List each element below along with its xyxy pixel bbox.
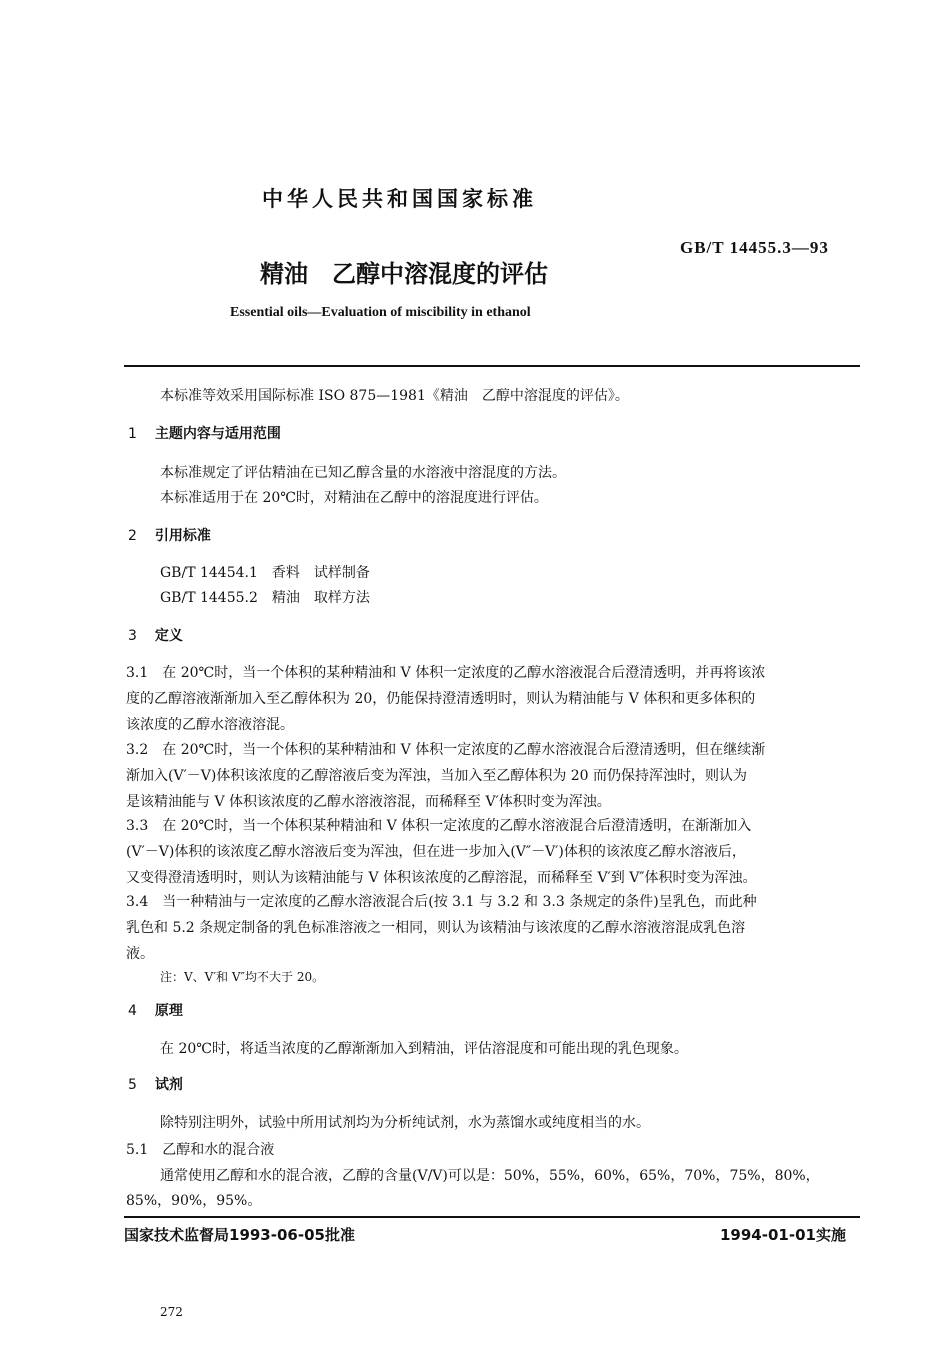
- section-2-heading: [128, 525, 211, 545]
- section-number: 3: [128, 628, 137, 644]
- subsection-5-1-line: 通常使用乙醇和水的混合液，乙醇的含量(V/V)可以是：50%，55%，60%，65%，70%，75%，80%，: [160, 1168, 820, 1184]
- definition-3-2-line: 渐加入(V′－V)体积该浓度的乙醇溶液后变为浑浊，当加入至乙醇体积为 20 而仍保持浑浊时，则认为: [126, 768, 748, 784]
- reference-item: GB/T 14455.2 精油 取样方法: [160, 590, 370, 606]
- section-3-heading: [128, 625, 183, 645]
- section-5-paragraph: 除特别注明外，试验中所用试剂均为分析纯试剂，水为蒸馏水或纯度相当的水。: [160, 1115, 650, 1131]
- section-4-paragraph: 在 20℃时，将适当浓度的乙醇渐渐加入到精油，评估溶混度和可能出现的乳色现象。: [160, 1041, 688, 1057]
- standard-code: GB/T 14455.3—93: [680, 238, 829, 257]
- page-number: 272: [160, 1305, 183, 1319]
- subsection-5-1-line: 85%，90%，95%。: [126, 1193, 262, 1209]
- definition-3-1-line: 3.1 在 20℃时，当一个体积的某种精油和 V 体积一定浓度的乙醇水溶液混合后澄清透明，并再将该浓: [126, 665, 766, 681]
- definition-3-1-line: 度的乙醇溶液渐渐加入至乙醇体积为 20，仍能保持澄清透明时，则认为精油能与 V 体积和更多体积的: [126, 691, 756, 707]
- section-4-heading: [128, 1000, 183, 1020]
- definition-note: 注：V、V′和 V″均不大于 20。: [160, 970, 325, 984]
- section-number: 4: [128, 1003, 137, 1019]
- section-number: 5: [128, 1077, 137, 1093]
- definition-3-3-line: 又变得澄清透明时，则认为该精油能与 V 体积该浓度的乙醇溶混，而稀释至 V′到 V″体积时变为浑浊。: [126, 870, 757, 886]
- definition-3-4-line: 3.4 当一种精油与一定浓度的乙醇水溶液混合后(按 3.1 与 3.2 和 3.3 条规定的条件)呈乳色，而此种: [126, 894, 757, 910]
- effective-date: 1994-01-01实施: [720, 1226, 846, 1244]
- definition-3-3-line: (V′－V)体积的该浓度乙醇水溶液后变为浑浊，但在进一步加入(V″－V′)体积的该浓度乙醇水溶液后，: [126, 844, 746, 860]
- bottom-divider: [124, 1216, 860, 1218]
- subsection-5-1-heading: [126, 1137, 274, 1163]
- subsection-title: 乙醇和水的混合液: [162, 1142, 275, 1158]
- section-title: 原理: [154, 1003, 183, 1019]
- intro-paragraph: 本标准等效采用国际标准 ISO 875—1981《精油 乙醇中溶混度的评估》。: [160, 388, 629, 404]
- document-title: 精油 乙醇中溶混度的评估: [260, 260, 548, 288]
- section-title: 主题内容与适用范围: [154, 426, 281, 442]
- top-divider: [124, 365, 860, 367]
- section-1-paragraph: 本标准适用于在 20℃时，对精油在乙醇中的溶混度进行评估。: [160, 490, 548, 506]
- reference-item: GB/T 14454.1 香料 试样制备: [160, 565, 370, 581]
- definition-3-4-line: 液。: [126, 946, 154, 962]
- section-1-paragraph: 本标准规定了评估精油在已知乙醇含量的水溶液中溶混度的方法。: [160, 465, 566, 481]
- section-title: 引用标准: [154, 528, 211, 544]
- definition-3-4-line: 乳色和 5.2 条规定制备的乳色标准溶液之一相同，则认为该精油与该浓度的乙醇水溶液溶混成乳色溶: [126, 920, 746, 936]
- definition-3-2-line: 3.2 在 20℃时，当一个体积的某种精油和 V 体积一定浓度的乙醇水溶液混合后澄清透明，但在继续渐: [126, 742, 766, 758]
- subsection-number: 5.1: [126, 1142, 149, 1158]
- section-title: 试剂: [154, 1077, 183, 1093]
- standard-organization: 中华人民共和国国家标准: [262, 187, 537, 211]
- section-number: 1: [128, 426, 137, 442]
- approval-date: 国家技术监督局1993-06-05批准: [124, 1226, 355, 1244]
- section-1-heading: [128, 423, 281, 443]
- section-5-heading: [128, 1074, 183, 1094]
- document-title-english: Essential oils—Evaluation of miscibility in ethanol: [230, 305, 531, 320]
- definition-3-3-line: 3.3 在 20℃时，当一个体积某种精油和 V 体积一定浓度的乙醇水溶液混合后澄清透明，在渐渐加入: [126, 818, 752, 834]
- section-number: 2: [128, 528, 137, 544]
- definition-3-2-line: 是该精油能与 V 体积该浓度的乙醇水溶液溶混，而稀释至 V′体积时变为浑浊。: [126, 794, 611, 810]
- section-title: 定义: [154, 628, 183, 644]
- definition-3-1-line: 该浓度的乙醇水溶液溶混。: [126, 717, 294, 733]
